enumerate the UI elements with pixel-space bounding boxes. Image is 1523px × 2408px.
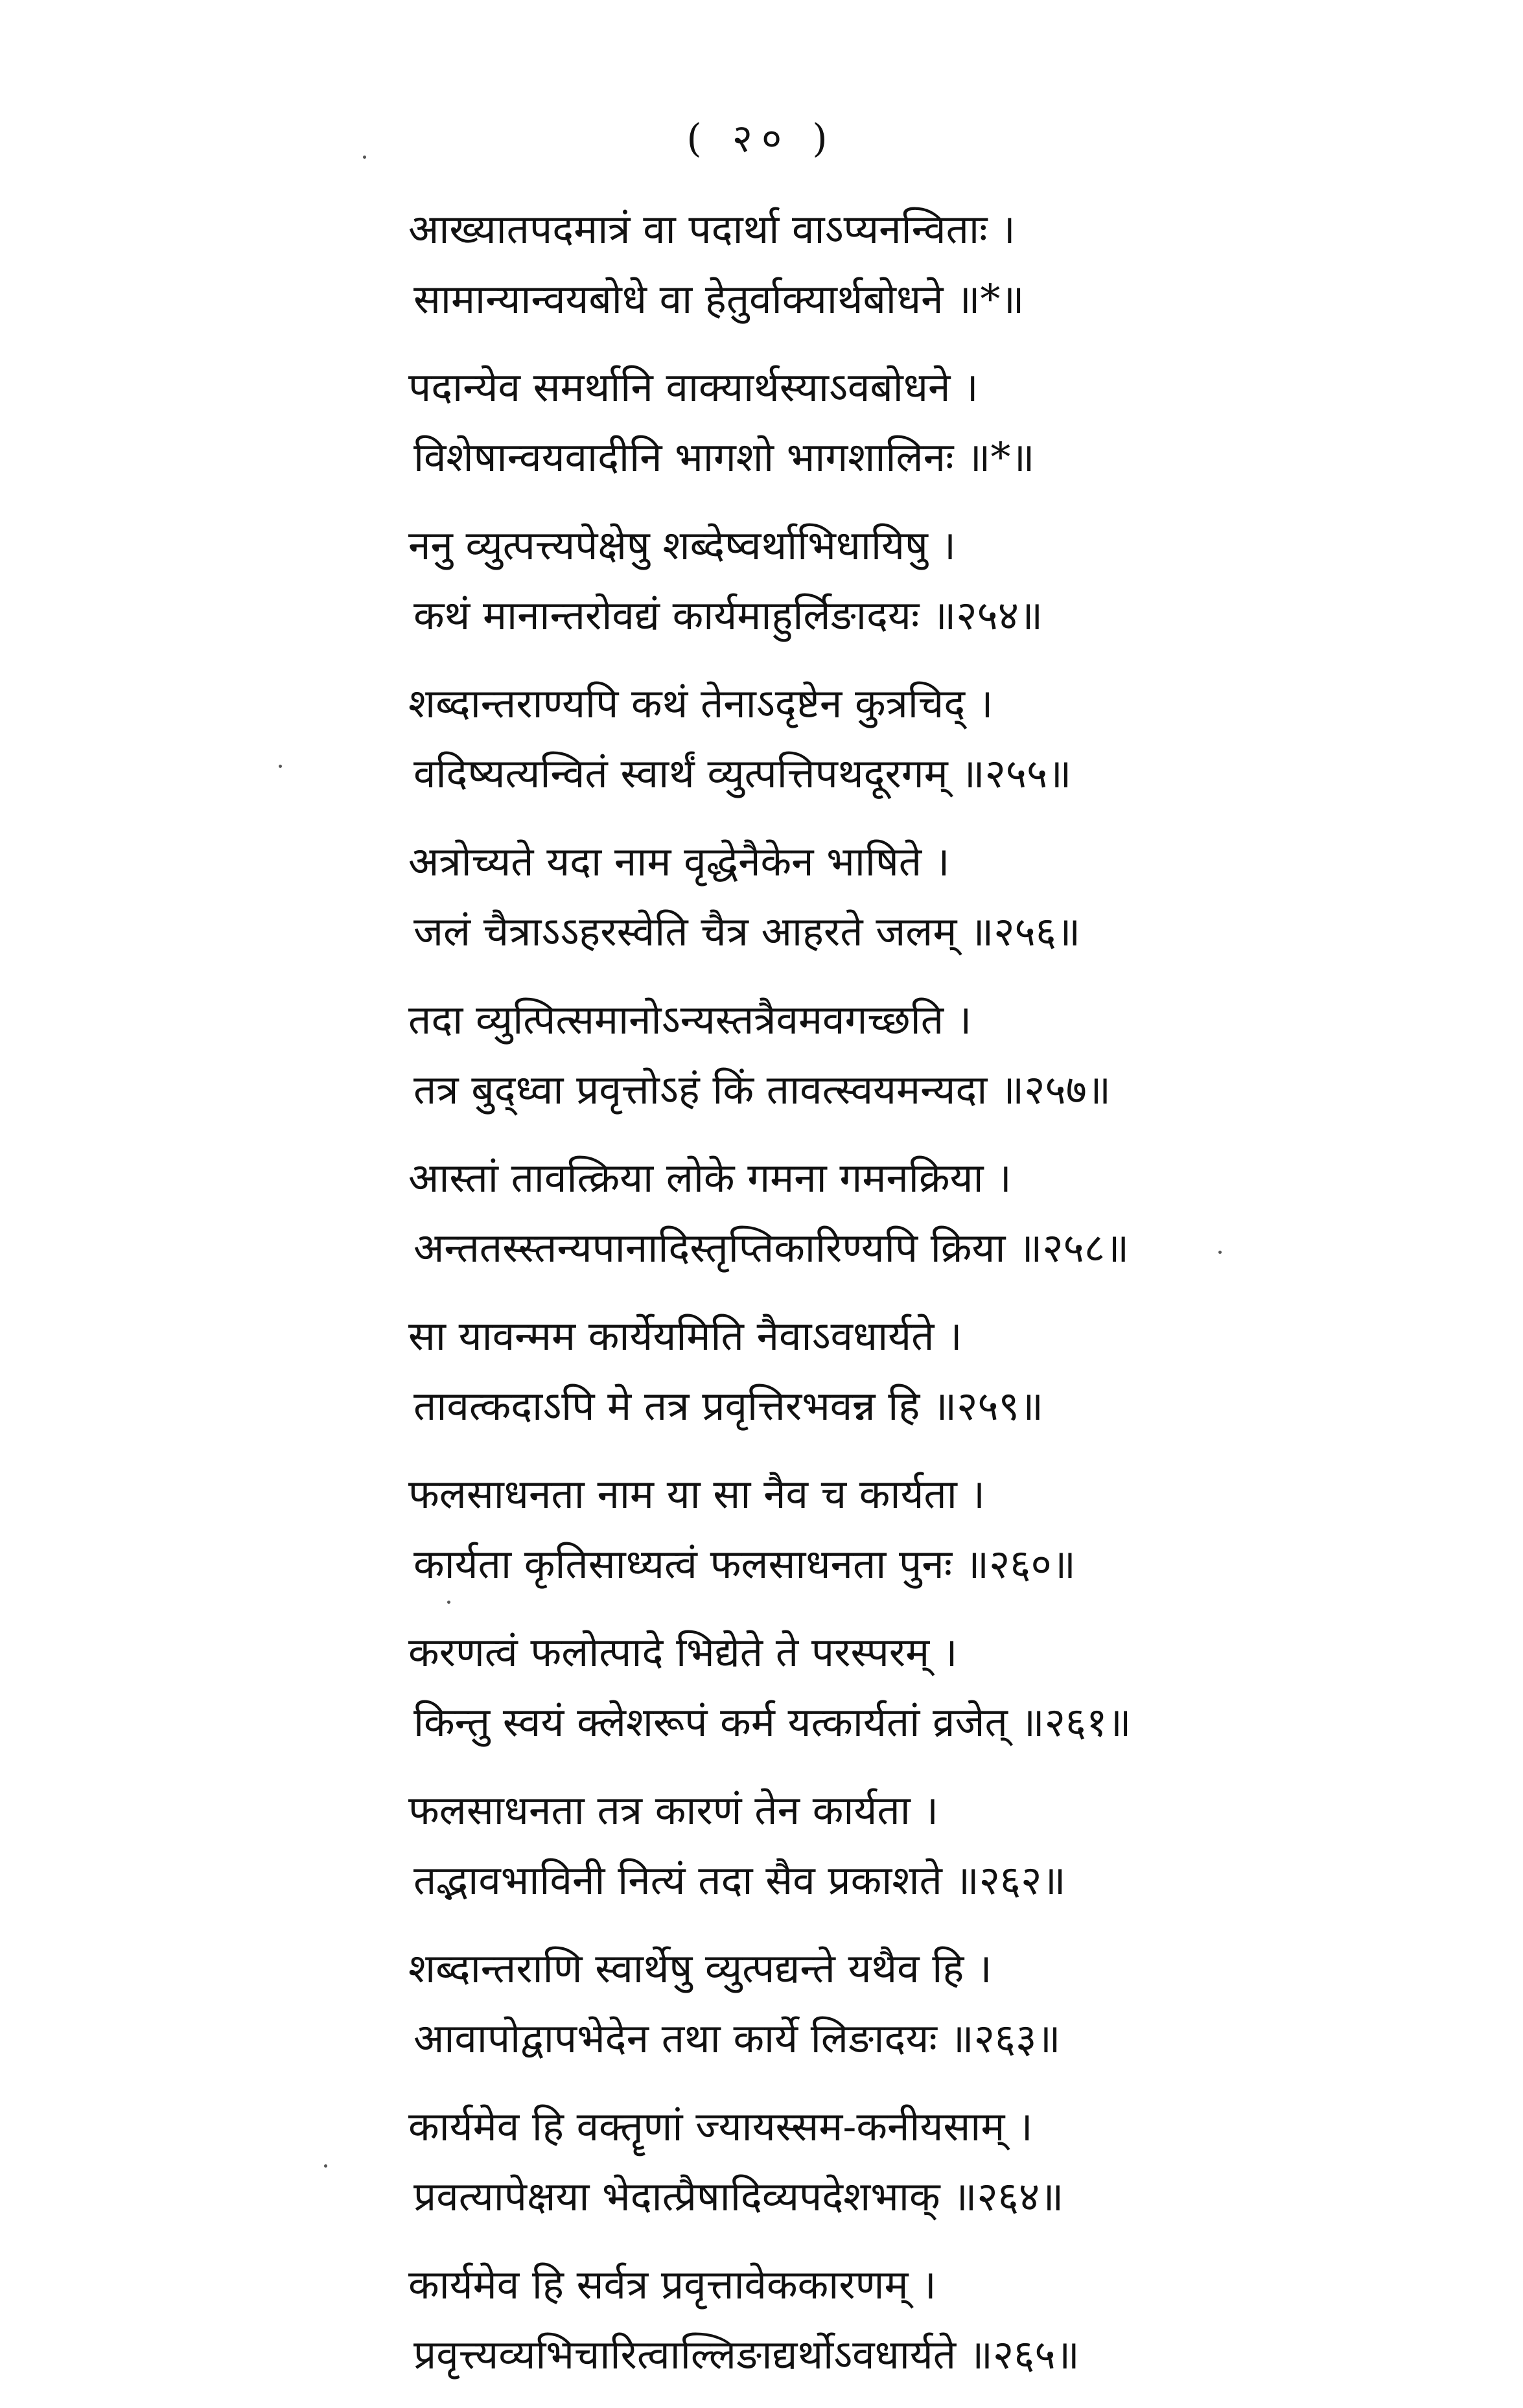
- verse-line-1: तदा व्युत्पित्समानोऽन्यस्तत्रैवमवगच्छति ।: [408, 996, 972, 1043]
- verse-line-2: आवापोद्वापभेदेन तथा कार्ये लिङादयः ॥२६३॥: [413, 2015, 1061, 2062]
- verse-line-1: ननु व्युत्पत्त्यपेक्षेषु शब्देष्वर्थाभिधायिषु ।: [408, 522, 957, 569]
- verse-list: [408, 194, 1458, 2408]
- verse: [408, 1143, 1458, 1283]
- verse-line-1: कार्यमेव हि सर्वत्र प्रवृत्तावेककारणम् ।: [408, 2261, 936, 2308]
- verse-line-2: कार्यता कृतिसाध्यत्वं फलसाधनता पुनः ॥२६०॥: [413, 1540, 1076, 1588]
- verse-line-2: विशेषान्वयवादीनि भागशो भागशालिनः ॥*॥: [413, 434, 1035, 481]
- verse-line-2: तत्र बुद्ध्वा प्रवृत्तोऽहं किं तावत्स्वयमन्यदा ॥२५७॥: [413, 1066, 1111, 1113]
- verse: [408, 985, 1458, 1125]
- scan-speck: [324, 2164, 327, 2168]
- verse-line-1: फलसाधनता तत्र कारणं तेन कार्यता ।: [408, 1787, 938, 1834]
- verse-line-1: शब्दान्तराणि स्वार्थेषु व्युत्पद्यन्ते यथैव हि ।: [408, 1945, 992, 1992]
- verse: [408, 669, 1458, 809]
- page-number: ( २० ): [686, 116, 837, 161]
- verse: [408, 1776, 1458, 1916]
- verse-line-2: अन्ततस्स्तन्यपानादिस्तृप्तिकारिण्यपि क्रिया ॥२५८॥: [413, 1224, 1130, 1271]
- verse: [408, 827, 1458, 967]
- verse-line-1: करणत्वं फलोत्पादे भिद्येते ते परस्परम् ।: [408, 1628, 958, 1676]
- scan-speck: [279, 765, 282, 768]
- scan-speck: [1218, 1251, 1222, 1254]
- verse-line-2: कथं मानान्तरोवद्यं कार्यमाहुर्लिङादयः ॥२५४॥: [413, 592, 1043, 639]
- verse-line-1: शब्दान्तराण्यपि कथं तेनाऽदृष्टेन कुत्रचिद् ।: [408, 680, 994, 727]
- verse-line-1: अत्रोच्यते यदा नाम वृद्धेनैकेन भाषिते ।: [408, 838, 950, 885]
- verse-line-1: पदान्येव समर्थानि वाक्यार्थस्याऽवबोधने ।: [408, 364, 979, 411]
- verse-line-1: कार्यमेव हि वक्तॄणां ज्यायस्सम-कनीयसाम् ।: [408, 2103, 1033, 2150]
- verse-line-2: सामान्यान्वयबोधे वा हेतुर्वाक्यार्थबोधने ॥*॥: [413, 275, 1025, 323]
- verse-line-2: प्रवृत्त्यव्यभिचारित्वाल्लिङाद्यर्थोऽवधार्यते ॥२६५॥: [413, 2331, 1080, 2378]
- verse-line-2: तावत्कदाऽपि मे तत्र प्रवृत्तिरभवन्न हि ॥२५९॥: [413, 1382, 1043, 1430]
- verse: [408, 2250, 1458, 2390]
- verse: [408, 1301, 1458, 1441]
- verse: [408, 1617, 1458, 1757]
- verse-line-2: तद्भावभाविनी नित्यं तदा सैव प्रकाशते ॥२६२॥: [413, 1857, 1066, 1904]
- verse: [408, 511, 1458, 651]
- verse-line-1: आख्यातपदमात्रं वा पदार्था वाऽप्यनन्विताः ।: [408, 205, 1016, 253]
- verse-line-2: जलं चैत्राऽऽहरस्वेति चैत्र आहरते जलम् ॥२५६॥: [413, 908, 1081, 955]
- verse: [408, 1459, 1458, 1599]
- verse-line-1: आस्तां तावत्क्रिया लोके गमना गमनक्रिया ।: [408, 1154, 1012, 1201]
- verse: [408, 194, 1458, 334]
- verse-line-2: प्रवत्यापेक्षया भेदात्प्रैषादिव्यपदेशभाक् ॥२६४॥: [413, 2173, 1064, 2220]
- scan-speck: [447, 1601, 450, 1604]
- verse-line-1: सा यावन्मम कार्येयमिति नैवाऽवधार्यते ।: [408, 1312, 962, 1360]
- scan-speck: [363, 156, 366, 159]
- verse-line-1: फलसाधनता नाम या सा नैव च कार्यता ।: [408, 1470, 986, 1518]
- verse: [408, 2092, 1458, 2232]
- verse: [408, 1934, 1458, 2074]
- verse-line-2: वदिष्यत्यन्वितं स्वार्थं व्युत्पत्तिपथदूरगम् ॥२५५॥: [413, 750, 1072, 797]
- verse-line-2: किन्तु स्वयं क्लेशरूपं कर्म यत्कार्यतां व्रजेत् ॥२६१॥: [413, 1698, 1132, 1746]
- verse: [408, 353, 1458, 492]
